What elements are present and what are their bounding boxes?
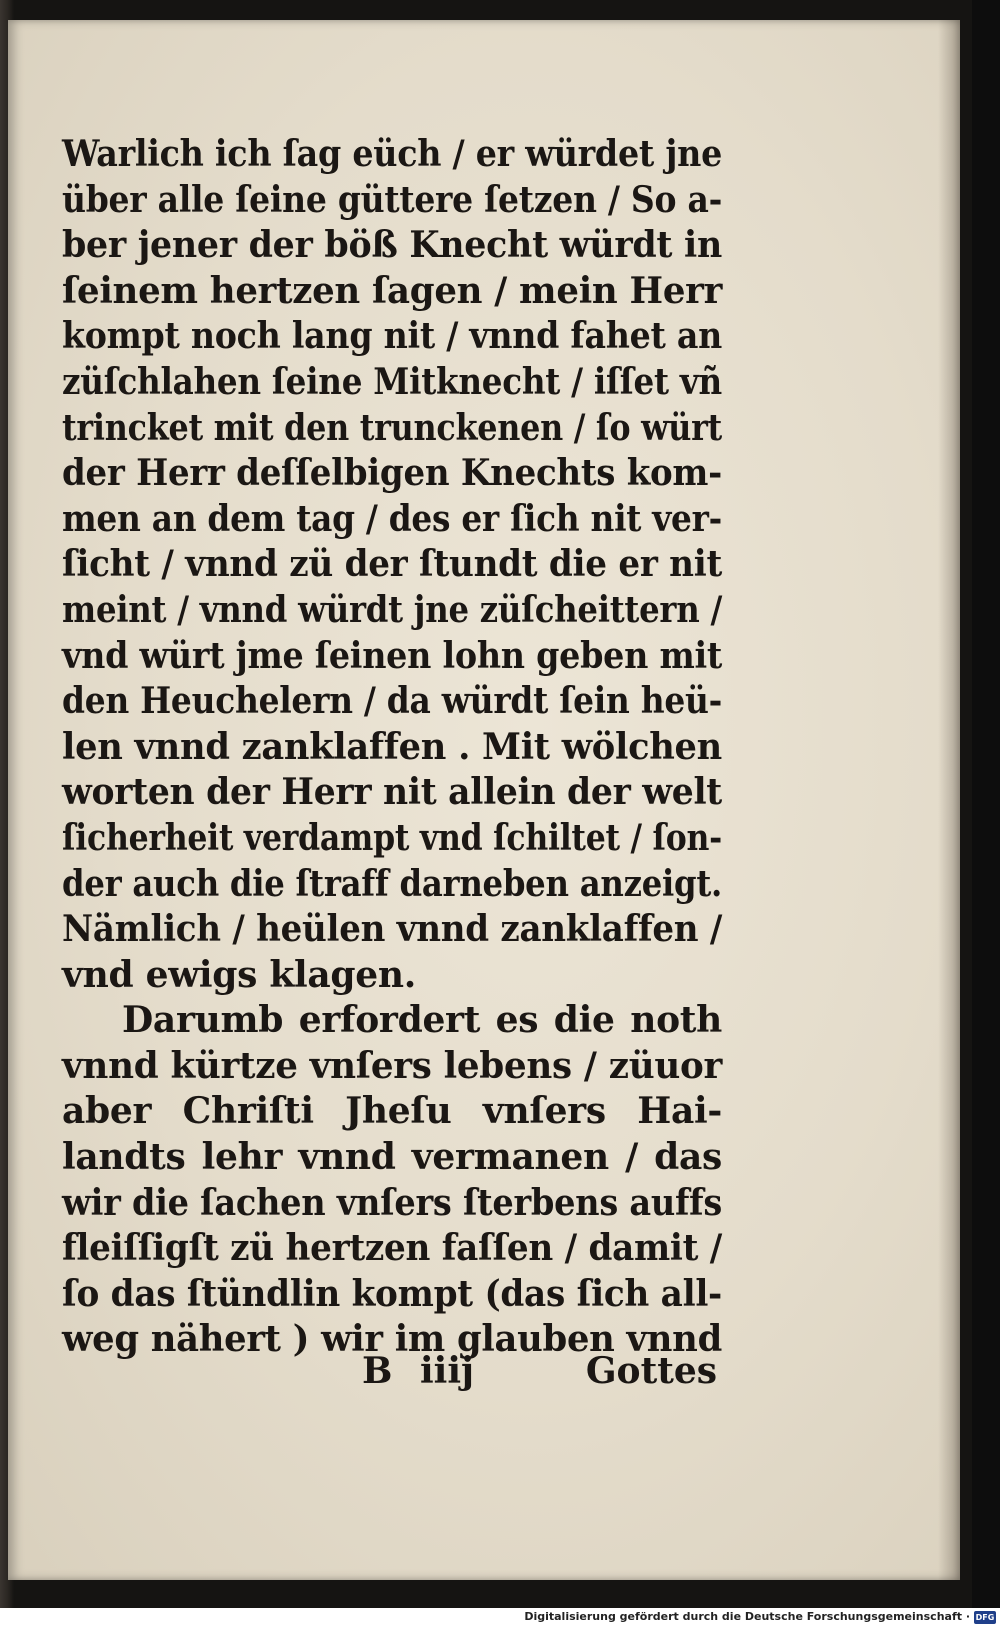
digitization-credit-bar	[0, 1608, 1000, 1628]
text-line: ſicht / vnnd zü der ſtundt die er nit	[62, 543, 722, 586]
text-line: kompt noch lang nit / vnnd fahet an	[62, 315, 722, 358]
page-text	[62, 132, 722, 1363]
paragraph-start-line: Darumb erfordert es die noth	[122, 999, 722, 1042]
text-line: züſchlahen ſeine Mitknecht / iſſet vñ	[62, 360, 722, 403]
page-footer	[362, 1350, 717, 1400]
text-line: trincket mit den trunckenen / ſo würt	[62, 406, 722, 449]
text-line: wir die ſachen vnſers ſterbens auffs	[62, 1181, 722, 1224]
text-line: ſeinem hertzen ſagen / mein Herr	[62, 269, 722, 312]
text-line: über alle ſeine güttere ſetzen / So a-	[62, 178, 722, 221]
page-gutter-shadow	[938, 20, 960, 1580]
text-line: ſicherheit verdampt vnd ſchiltet / ſon-	[62, 816, 722, 859]
text-line: ſo das ſtündlin kompt (das ſich all-	[62, 1272, 722, 1315]
text-line: vnd ewigs klagen.	[62, 953, 416, 996]
signature-mark: B	[362, 1350, 393, 1392]
text-line: fleiſſigſt zü hertzen faſſen / damit /	[62, 1227, 722, 1270]
text-line: worten der Herr nit allein der welt	[62, 771, 722, 814]
text-line: landts lehr vnnd vermanen / das	[62, 1136, 722, 1179]
text-line: vnd würt jme ſeinen lohn geben mit	[62, 634, 722, 677]
digitization-credit-text: Digitalisierung gefördert durch die Deutsche Forschungsgemeinschaft ·	[524, 1610, 970, 1623]
text-line: vnnd kürtze vnſers lebens / züuor	[62, 1044, 722, 1087]
dfg-logo: DFG	[975, 1613, 995, 1622]
text-line: Nämlich / heülen vnnd zanklaffen /	[62, 908, 722, 951]
text-line: der auch die ſtraff darneben anzeigt.	[62, 862, 722, 905]
text-line: Warlich ich ſag eüch / er würdet jne	[62, 133, 722, 175]
text-line: weg nähert ) wir im glauben vnnd	[62, 1318, 722, 1361]
text-line: der Herr deſſelbigen Knechts kom-	[62, 452, 722, 495]
text-line: aber Chriſti Jheſu vnſers Hai-	[62, 1090, 722, 1133]
text-line: ber jener der böß Knecht würdt in	[62, 224, 722, 267]
folio-number: iiij	[420, 1350, 475, 1392]
text-line: men an dem tag / des er ſich nit ver-	[62, 497, 722, 540]
catchword: Gottes	[585, 1350, 717, 1392]
text-line: den Heuchelern / da würdt ſein heü-	[62, 680, 722, 723]
text-line: meint / vnnd würdt jne züſcheittern /	[62, 588, 722, 631]
text-line: len vnnd zanklaffen . Mit wölchen	[62, 725, 722, 768]
